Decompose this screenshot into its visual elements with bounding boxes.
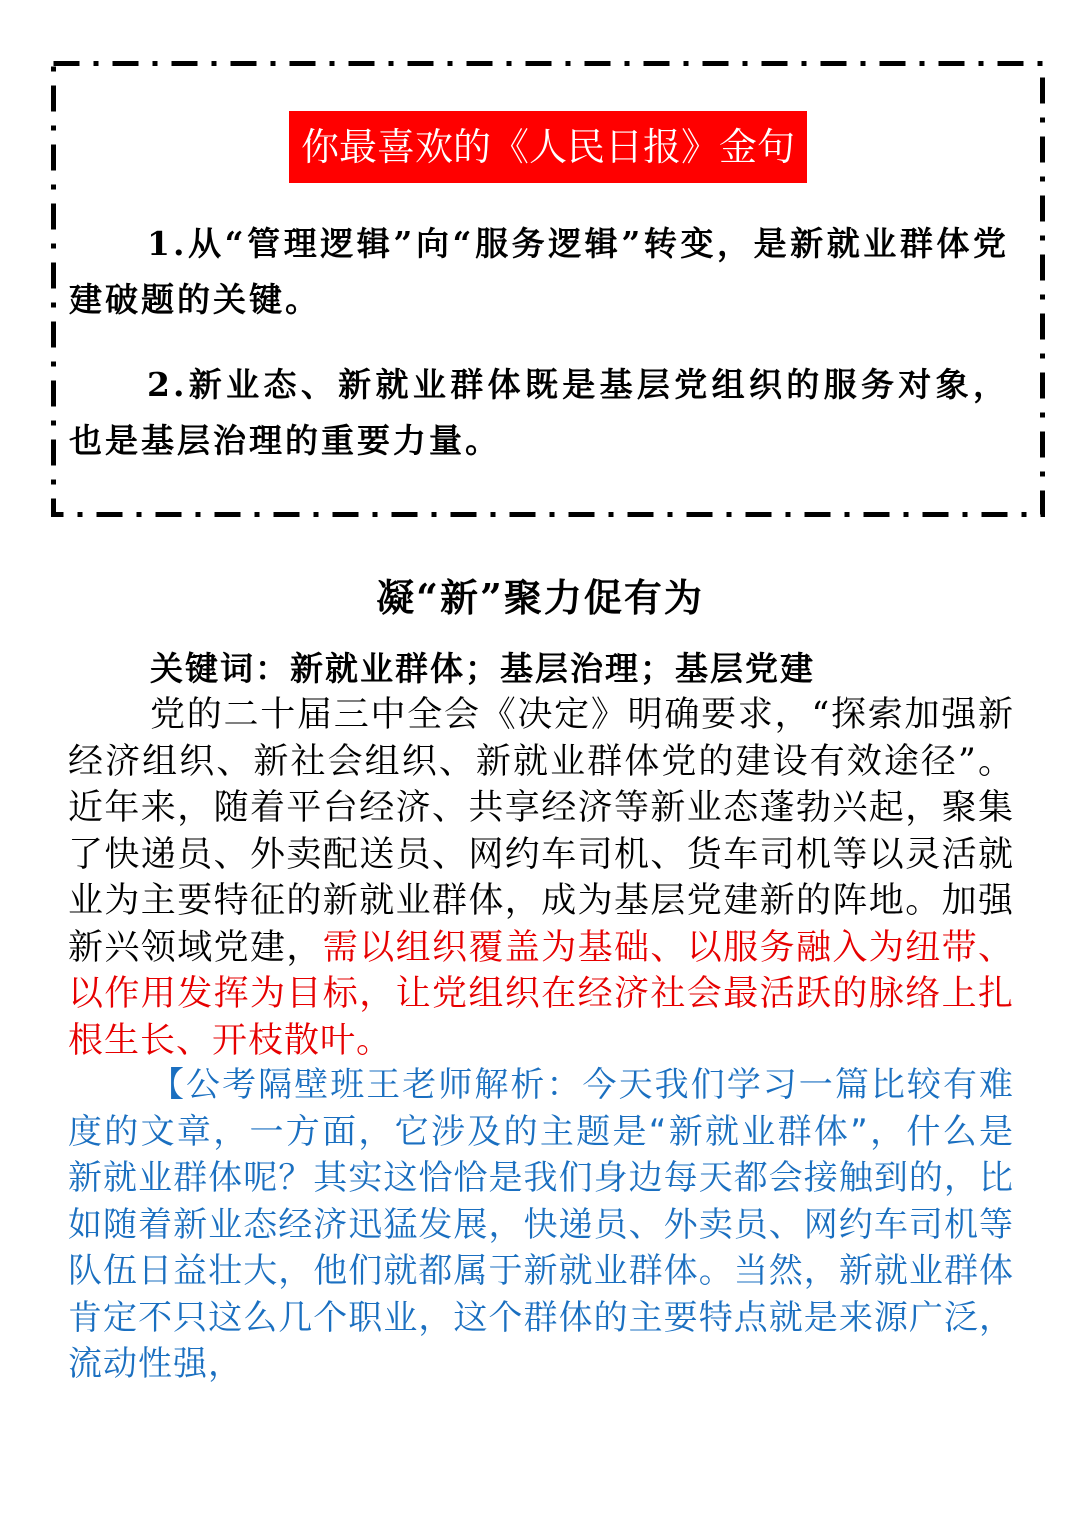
- article-keywords: 关键词：新就业群体；基层治理；基层党建: [150, 649, 815, 688]
- paragraph-highlight-text: 需以组织覆盖为基础、以服务融入为纽带、以作用发挥为目标，让党组织在经济社会最活跃的脉络上扎根生长、开枝散叶。: [68, 927, 1014, 1061]
- quote-item-2: 2.新业态、新就业群体既是基层党组织的服务对象，也是基层治理的重要力量。: [69, 365, 1009, 460]
- quote-banner-title: 你最喜欢的《人民日报》金句: [289, 111, 807, 183]
- quote-item-1: 1.从“管理逻辑”向“服务逻辑”转变，是新就业群体党建破题的关键。: [69, 224, 1009, 319]
- paragraph-plain-text: 党的二十届三中全会《决定》明确要求，“探索加强新经济组织、新社会组织、新就业群体党的建设有效途径”。近年来，随着平台经济、共享经济等新业态蓬勃兴起，聚集了快递员、外卖配送员、网约车司机、货车司机等以灵活就业为主要特征的新就业群体，成为基层党建新的阵地。加强新兴领域党建，: [68, 695, 1014, 968]
- article-paragraph: [68, 692, 1014, 1064]
- teacher-analysis: 【公考隔壁班王老师解析：今天我们学习一篇比较有难度的文章，一方面，它涉及的主题是“新就业群体”，什么是新就业群体呢？其实这恰恰是我们身边每天都会接触到的，比如随着新业态经济迅猛发展，快递员、外卖员、网约车司机等队伍日益壮大，他们就都属于新就业群体。当然，新就业群体肯定不只这么几个职业，这个群体的主要特点就是来源广泛，流动性强，: [68, 1065, 1014, 1384]
- golden-quote-box: [51, 61, 1045, 517]
- article-title: 凝“新”聚力促有为: [376, 575, 704, 620]
